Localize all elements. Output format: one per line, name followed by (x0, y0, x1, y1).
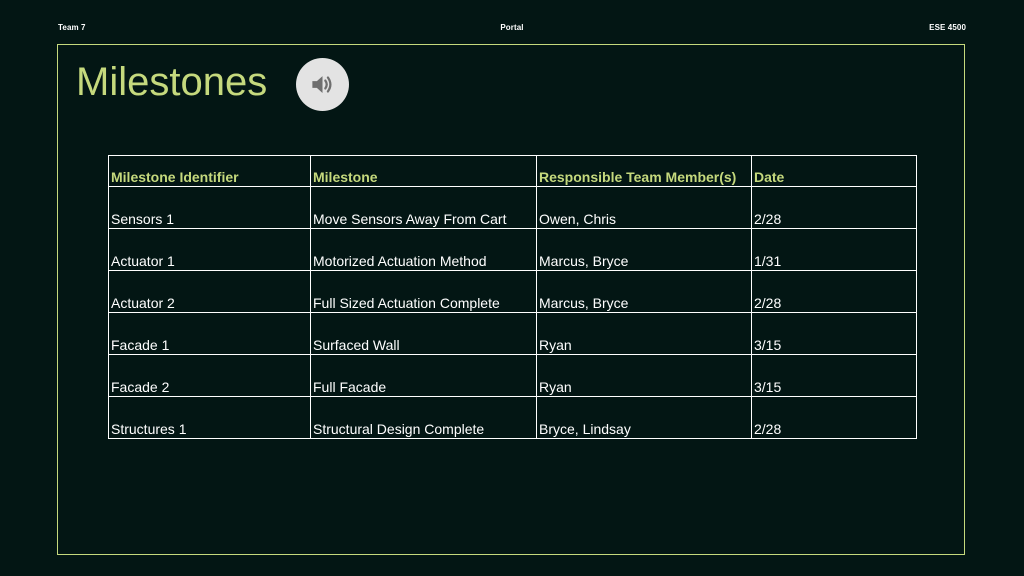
cell-identifier: Actuator 2 (109, 271, 311, 313)
table-row (109, 229, 917, 271)
cell-identifier: Facade 2 (109, 355, 311, 397)
table-row (109, 355, 917, 397)
speaker-icon (309, 71, 336, 98)
table-row (109, 397, 917, 439)
cell-date: 2/28 (752, 271, 917, 313)
table-row (109, 313, 917, 355)
cell-milestone: Surfaced Wall (311, 313, 537, 355)
audio-button[interactable] (296, 58, 349, 111)
cell-responsible: Bryce, Lindsay (537, 397, 752, 439)
col-header-responsible: Responsible Team Member(s) (537, 156, 752, 187)
cell-identifier: Sensors 1 (109, 187, 311, 229)
cell-responsible: Ryan (537, 355, 752, 397)
cell-identifier: Structures 1 (109, 397, 311, 439)
cell-responsible: Marcus, Bryce (537, 229, 752, 271)
cell-responsible: Marcus, Bryce (537, 271, 752, 313)
cell-date: 3/15 (752, 313, 917, 355)
table-row (109, 271, 917, 313)
cell-date: 2/28 (752, 187, 917, 229)
cell-date: 1/31 (752, 229, 917, 271)
cell-date: 2/28 (752, 397, 917, 439)
cell-milestone: Structural Design Complete (311, 397, 537, 439)
col-header-date: Date (752, 156, 917, 187)
header-portal: Portal (500, 23, 524, 32)
cell-responsible: Owen, Chris (537, 187, 752, 229)
cell-identifier: Facade 1 (109, 313, 311, 355)
header-course: ESE 4500 (929, 23, 966, 32)
header-team: Team 7 (58, 23, 86, 32)
cell-milestone: Move Sensors Away From Cart (311, 187, 537, 229)
table-row (109, 187, 917, 229)
cell-date: 3/15 (752, 355, 917, 397)
cell-milestone: Full Facade (311, 355, 537, 397)
cell-identifier: Actuator 1 (109, 229, 311, 271)
cell-milestone: Motorized Actuation Method (311, 229, 537, 271)
col-header-identifier: Milestone Identifier (109, 156, 311, 187)
table-header-row (109, 156, 917, 187)
col-header-milestone: Milestone (311, 156, 537, 187)
page-title: Milestones (76, 60, 268, 104)
cell-responsible: Ryan (537, 313, 752, 355)
milestones-table (108, 155, 917, 439)
cell-milestone: Full Sized Actuation Complete (311, 271, 537, 313)
